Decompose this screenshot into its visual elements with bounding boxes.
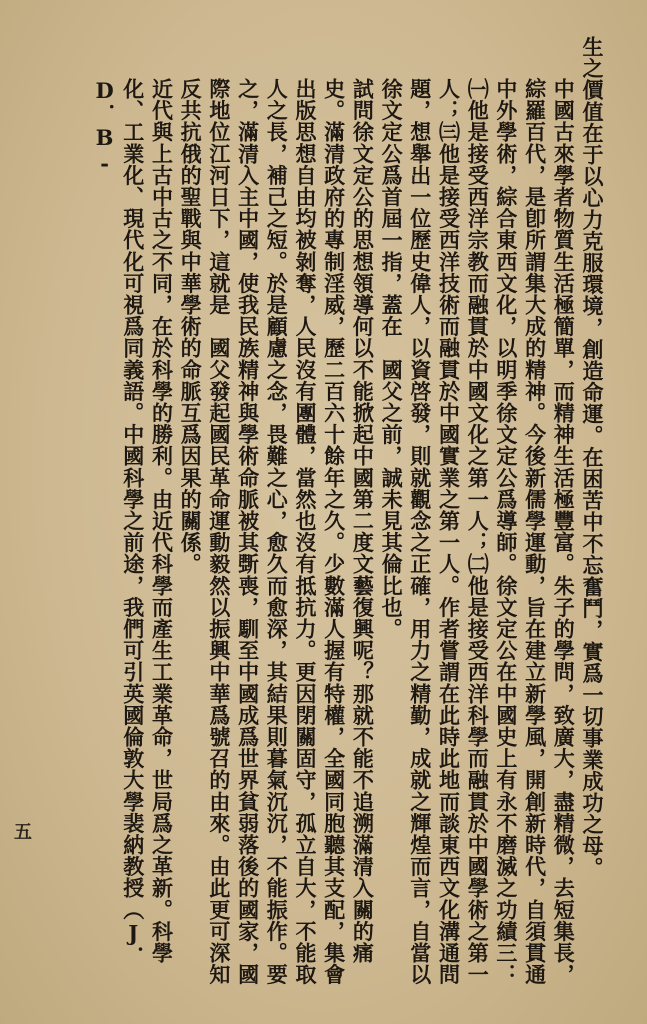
paragraph-3: 試問徐文定公的思想領導何以不能掀起中國第二度文藝復興呢？那就不能不追溯滿清入關的痛史。滿清政府的專制淫威，歷二百六十餘年之久。少數滿人握有特權，全國同胞聽其支配，集會出版思想自由均被剝奪，人民沒有團體，當然也沒有抵抗力。更因閉關固守，孤立自大，不能取人之長，補己之短。於是顧慮之念，畏難之心，愈久而愈深，其結果則暮氣沉沉，不能振作。要之，滿清入主中國，使我民族精神與學術命脈被其斲喪，馴至中國成爲世界貧弱落後的國家，國際地位江河日下，這就是 國父發起國民革命運動毅然以振興中華爲號召的由來。由此更可深知反共抗俄的聖戰與中華學術的命脈互爲因果的關係。 xyxy=(178,78,376,986)
vertical-text-body xyxy=(58,36,606,996)
paragraph-1: 生之價值在于以心力克服環境，創造命運。在困苦中不忘奮鬥，實爲一切事業成功之母。 xyxy=(580,36,605,879)
paragraph-4: 近代與上古中古之不同，在於科學的勝利。由近代科學而產生工業革命，世局爲之革新。科學化、工業化、現代化可視爲同義語。中國科學之前途，我們可引英國倫敦大學裴納教授（J．D．B- xyxy=(92,78,175,968)
page-number: 五 xyxy=(14,822,32,843)
paragraph-2: 中國古來學者物質生活極簡單，而精神生活極豐富。朱子的學問，致廣大，盡精微，去短集長，綜羅百代，是卽所謂集大成的精神。今後新儒學運動，旨在建立新學風，開創新時代，自須貫通中外學術，綜合東西文化，以明季徐文定公爲導師。徐文定公在中國史上有永不磨滅之功績三：㈠他是接受西洋宗教而融貫於中國文化之第一人；㈡他是接受西洋科學而融貫於中國學術之第一人；㈢他是接受西洋技術而融貫於中國實業之第一人。作者嘗謂在此時此地而談東西文化溝通問題，想舉出一位歷史偉人，以資啓發，則就觀念之正確，用力之精勤，成就之輝煌而言，自當以徐文定公爲首屆一指，蓋在 國父之前，誠未見其倫比也。 xyxy=(379,78,577,986)
